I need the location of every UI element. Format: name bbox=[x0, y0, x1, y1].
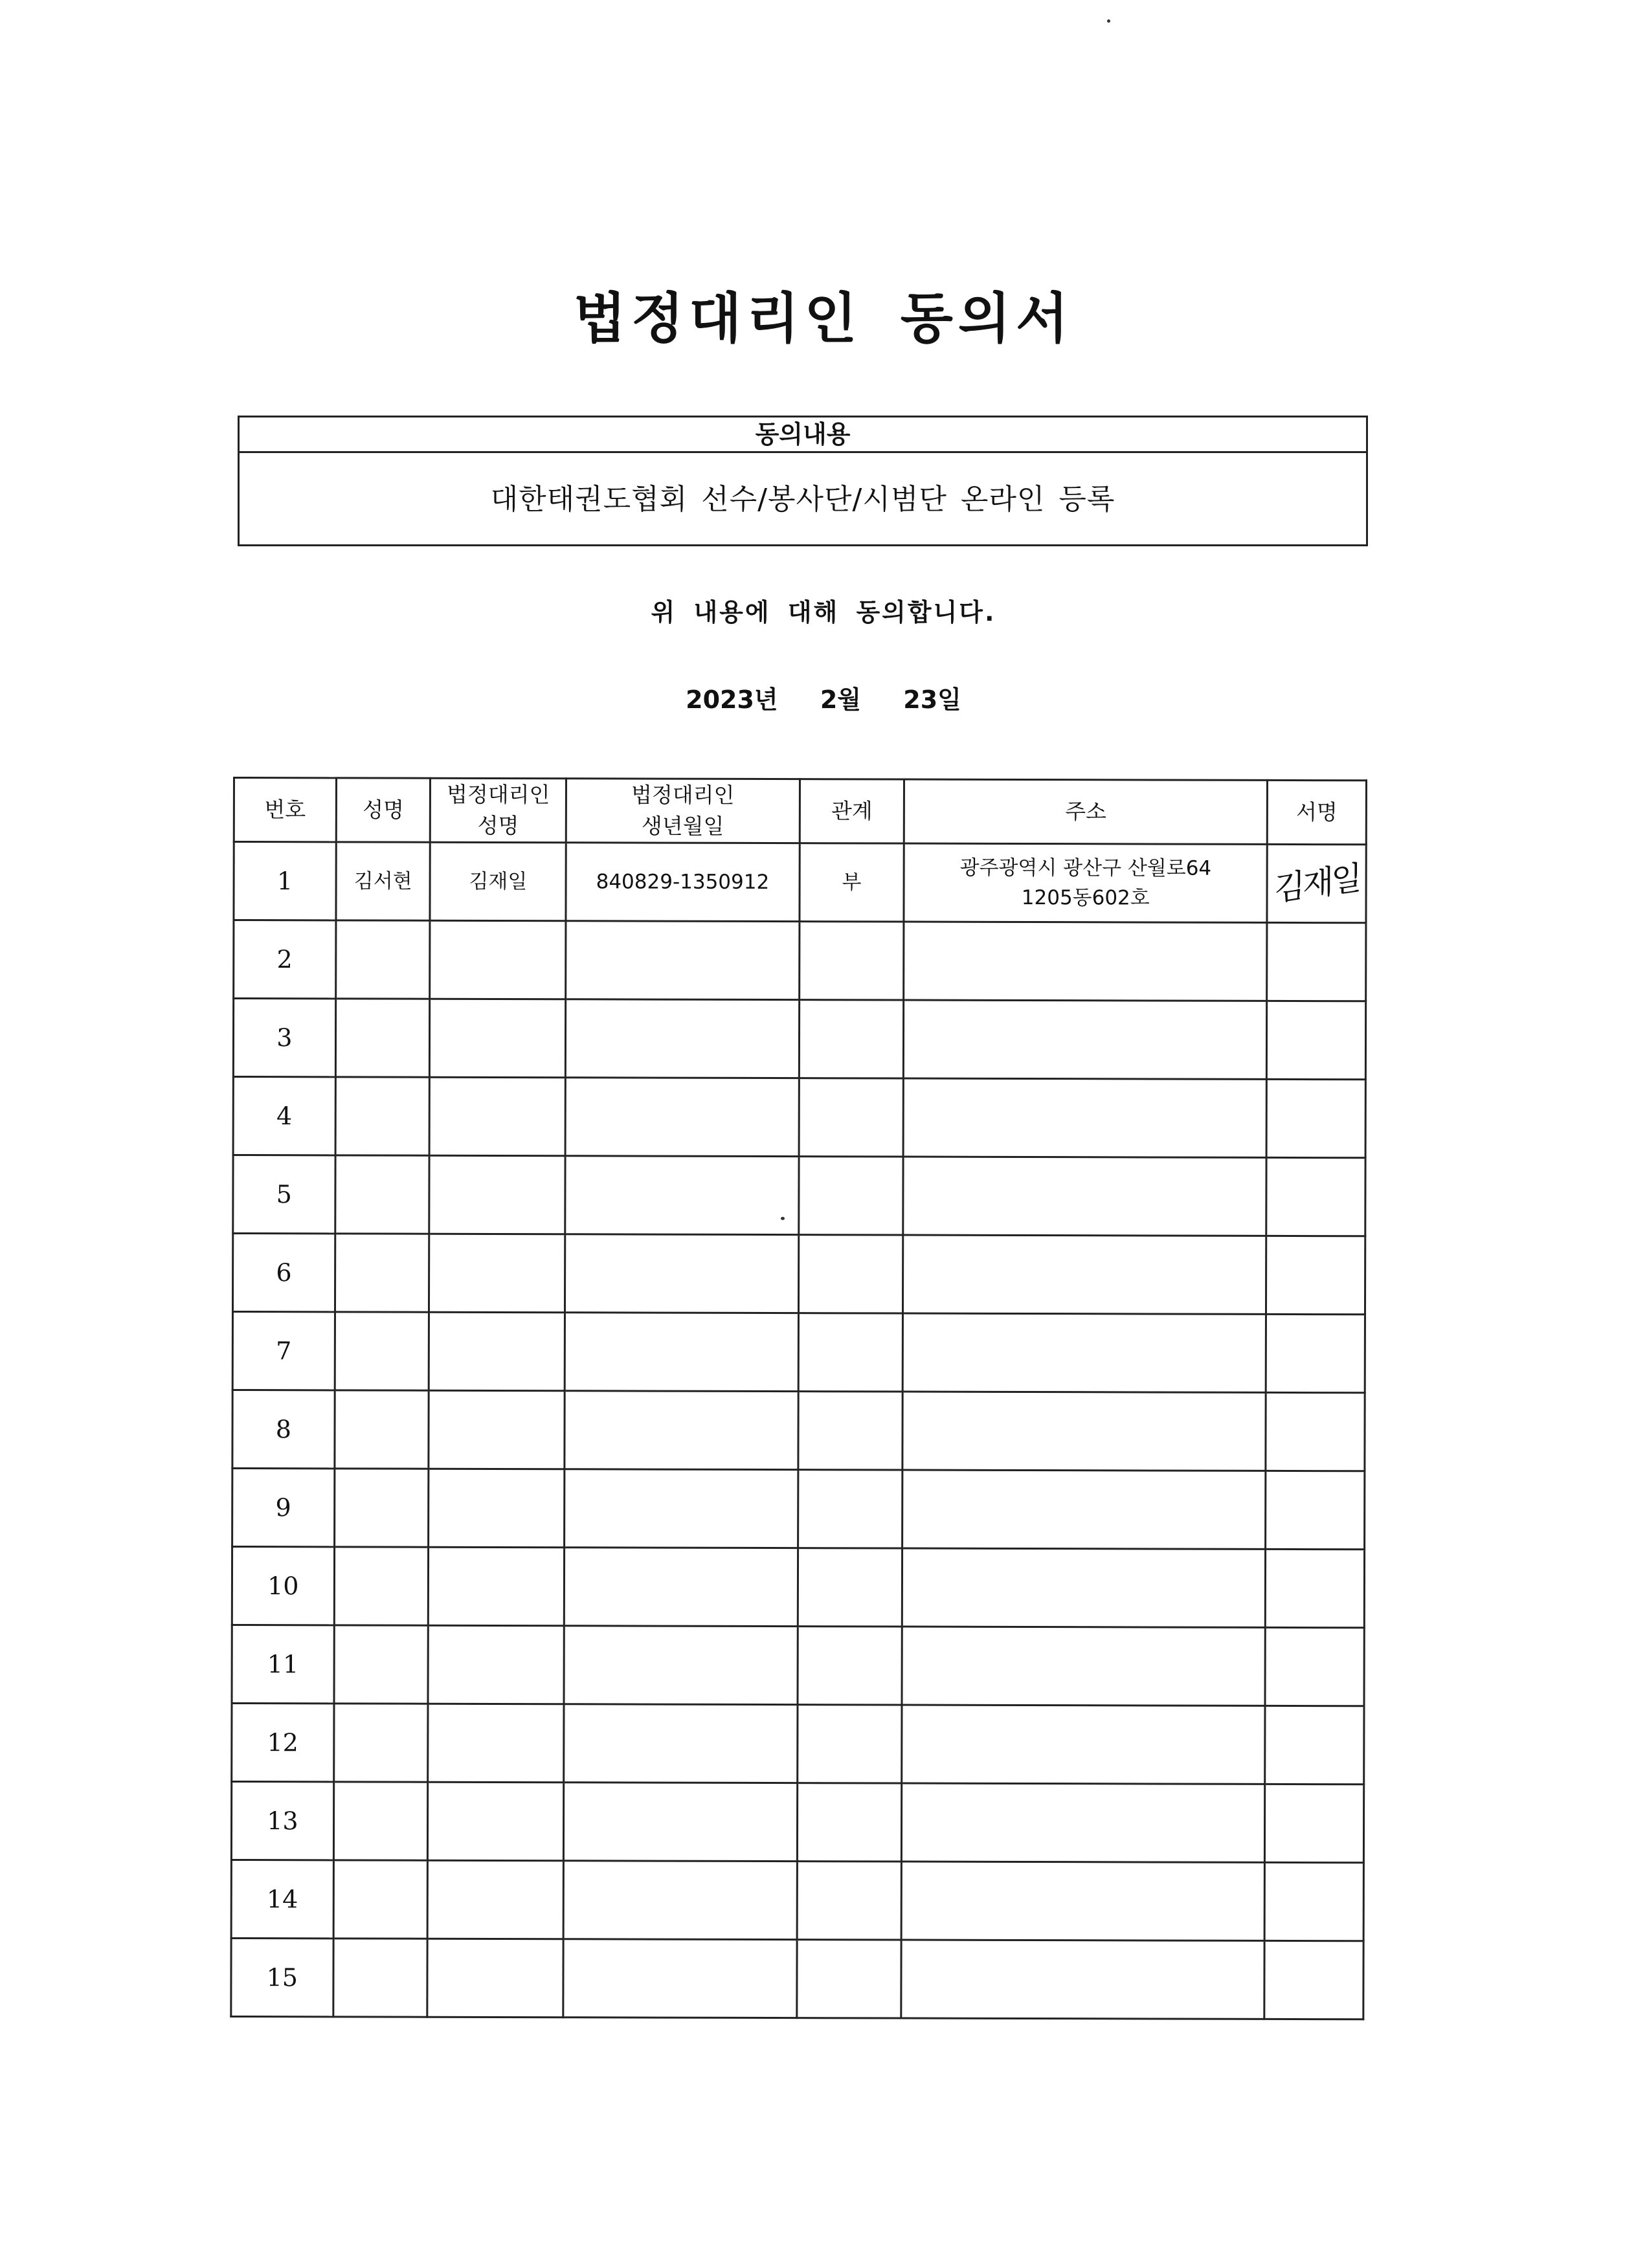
table-body bbox=[231, 842, 1366, 2019]
table-row bbox=[234, 920, 1366, 1001]
table-row bbox=[232, 1390, 1365, 1471]
row-signature bbox=[1267, 922, 1366, 1001]
row-guardian-name bbox=[427, 1939, 563, 2018]
row-guardian-name bbox=[429, 1390, 565, 1469]
row-relation bbox=[798, 1392, 902, 1470]
row-number: 1 bbox=[234, 842, 336, 920]
row-address bbox=[904, 843, 1267, 922]
row-guardian-birth bbox=[565, 1391, 798, 1470]
header-signature: 서명 bbox=[1267, 780, 1366, 844]
row-number: 6 bbox=[232, 1234, 335, 1312]
row-number: 10 bbox=[232, 1547, 334, 1625]
row-signature bbox=[1264, 1862, 1363, 1940]
row-number: 4 bbox=[233, 1077, 335, 1155]
date-year: 2023년 bbox=[686, 685, 778, 714]
row-name: 김서현 bbox=[336, 842, 431, 920]
row-address bbox=[902, 1548, 1266, 1627]
row-guardian-name bbox=[428, 1704, 564, 1783]
row-signature bbox=[1266, 1236, 1365, 1314]
row-signature bbox=[1265, 1627, 1364, 1706]
row-number: 2 bbox=[234, 920, 336, 999]
row-relation: 부 bbox=[800, 843, 904, 922]
header-guardian-name bbox=[431, 778, 566, 843]
row-signature bbox=[1265, 1549, 1364, 1627]
row-guardian-name: 김재일 bbox=[430, 842, 566, 921]
row-signature bbox=[1267, 1001, 1366, 1079]
row-number: 7 bbox=[232, 1312, 335, 1390]
row-relation bbox=[799, 922, 904, 1000]
row-name bbox=[335, 920, 430, 999]
row-guardian-birth bbox=[564, 1704, 798, 1783]
table-row bbox=[232, 1625, 1364, 1706]
header-guardian-birth bbox=[566, 779, 800, 843]
consent-date bbox=[0, 680, 1647, 715]
row-number: 14 bbox=[231, 1860, 333, 1938]
row-signature bbox=[1264, 1940, 1363, 2019]
row-name bbox=[335, 1390, 429, 1469]
row-address bbox=[903, 1078, 1266, 1157]
row-relation bbox=[797, 1783, 902, 1862]
row-relation bbox=[798, 1627, 902, 1705]
row-signature bbox=[1266, 1471, 1365, 1549]
row-relation bbox=[798, 1157, 903, 1235]
row-guardian-birth bbox=[565, 1234, 799, 1313]
consent-box bbox=[238, 416, 1368, 546]
table-row bbox=[233, 999, 1365, 1080]
row-guardian-birth bbox=[566, 921, 800, 1000]
table-row bbox=[231, 1860, 1363, 1940]
date-month: 2월 bbox=[820, 685, 862, 714]
row-address bbox=[902, 1392, 1266, 1471]
header-guardian-name-line1: 법정대리인 bbox=[446, 781, 550, 808]
table-row bbox=[232, 1234, 1365, 1315]
row-guardian-name bbox=[429, 1312, 565, 1391]
row-guardian-name bbox=[428, 1625, 564, 1704]
row-relation bbox=[799, 1078, 904, 1157]
row-signature bbox=[1267, 844, 1366, 922]
row-number: 5 bbox=[233, 1155, 335, 1234]
row-guardian-name bbox=[429, 1469, 565, 1548]
row-address bbox=[901, 1940, 1264, 2019]
row-address-line1: 광주광역시 광산구 산월로64 bbox=[959, 856, 1212, 880]
scan-speck bbox=[1107, 19, 1110, 23]
table-row bbox=[233, 1077, 1365, 1158]
consent-content: 대한태권도협회 선수/봉사단/시범단 온라인 등록 bbox=[490, 483, 1115, 516]
row-address bbox=[904, 922, 1267, 1001]
table-row bbox=[231, 1938, 1363, 2019]
row-number: 13 bbox=[231, 1781, 333, 1860]
header-guardian-birth-line2: 생년월일 bbox=[641, 813, 724, 839]
row-name bbox=[333, 1939, 428, 2017]
row-address bbox=[902, 1627, 1265, 1706]
row-guardian-name bbox=[428, 1860, 564, 1939]
row-guardian-birth bbox=[564, 1626, 798, 1705]
row-name bbox=[333, 1860, 428, 1939]
table-row bbox=[231, 1781, 1363, 1862]
row-number: 9 bbox=[232, 1469, 335, 1547]
row-address-line2: 1205동602호 bbox=[1021, 885, 1150, 910]
row-guardian-birth bbox=[563, 1783, 797, 1862]
table-row bbox=[232, 1469, 1365, 1550]
table-header-row bbox=[234, 778, 1366, 845]
row-name bbox=[335, 1077, 430, 1155]
row-number: 11 bbox=[232, 1625, 334, 1703]
row-address bbox=[902, 1705, 1265, 1784]
row-guardian-birth bbox=[565, 1078, 799, 1157]
row-address bbox=[901, 1862, 1264, 1940]
row-guardian-birth bbox=[563, 1861, 797, 1940]
row-relation bbox=[797, 1705, 902, 1783]
row-address bbox=[904, 1000, 1267, 1079]
row-relation bbox=[799, 1000, 904, 1078]
row-relation bbox=[796, 1940, 901, 2018]
row-name bbox=[334, 1625, 429, 1704]
row-guardian-name bbox=[430, 920, 566, 999]
date-day: 23일 bbox=[903, 685, 961, 714]
table-row bbox=[232, 1312, 1365, 1393]
row-signature bbox=[1265, 1706, 1364, 1784]
row-number: 3 bbox=[233, 999, 335, 1077]
row-signature bbox=[1266, 1157, 1365, 1236]
row-name bbox=[335, 1155, 430, 1234]
row-name bbox=[335, 999, 430, 1077]
row-guardian-birth bbox=[565, 1313, 798, 1392]
header-address: 주소 bbox=[904, 779, 1268, 844]
row-guardian-birth bbox=[565, 1156, 799, 1235]
header-name: 성명 bbox=[336, 778, 431, 842]
row-guardian-name bbox=[428, 1782, 564, 1861]
row-relation bbox=[798, 1548, 902, 1627]
row-guardian-name bbox=[430, 999, 566, 1078]
row-guardian-birth bbox=[564, 1548, 798, 1627]
row-guardian-name bbox=[429, 1234, 565, 1313]
row-name bbox=[333, 1704, 428, 1782]
row-relation bbox=[798, 1313, 903, 1392]
row-name bbox=[334, 1469, 429, 1547]
row-address bbox=[903, 1157, 1266, 1236]
row-address bbox=[903, 1235, 1266, 1314]
row-name bbox=[335, 1312, 429, 1390]
row-guardian-name bbox=[429, 1155, 565, 1234]
header-guardian-birth-line1: 법정대리인 bbox=[631, 782, 735, 808]
table-row bbox=[234, 842, 1366, 923]
row-guardian-birth bbox=[565, 999, 799, 1078]
row-name bbox=[333, 1782, 428, 1860]
row-signature bbox=[1266, 1079, 1365, 1157]
row-relation bbox=[797, 1862, 902, 1940]
header-relation: 관계 bbox=[800, 779, 904, 843]
consent-header: 동의내용 bbox=[240, 417, 1366, 453]
row-name bbox=[334, 1547, 429, 1625]
row-relation bbox=[798, 1235, 903, 1313]
row-guardian-birth: 840829-1350912 bbox=[566, 843, 800, 922]
table-row bbox=[232, 1547, 1364, 1628]
row-number: 12 bbox=[232, 1703, 334, 1781]
row-name bbox=[335, 1234, 429, 1312]
row-number: 15 bbox=[231, 1938, 333, 2016]
header-guardian-name-line2: 성명 bbox=[477, 812, 519, 839]
scan-speck bbox=[781, 1217, 785, 1220]
row-address bbox=[902, 1783, 1265, 1862]
document-title: 법정대리인 동의서 bbox=[573, 287, 1074, 350]
row-signature bbox=[1266, 1314, 1365, 1392]
row-guardian-name bbox=[429, 1547, 565, 1626]
handwritten-signature: 김재일 bbox=[1273, 858, 1360, 908]
row-guardian-birth bbox=[563, 1939, 797, 2018]
row-signature bbox=[1265, 1784, 1364, 1862]
header-number: 번호 bbox=[234, 778, 336, 842]
registration-table bbox=[230, 777, 1367, 2020]
row-relation bbox=[798, 1470, 902, 1548]
row-signature bbox=[1266, 1392, 1365, 1471]
row-guardian-birth bbox=[565, 1469, 798, 1548]
table-row bbox=[233, 1155, 1365, 1236]
agreement-statement: 위 내용에 대해 동의합니다. bbox=[651, 598, 996, 627]
row-address bbox=[902, 1470, 1266, 1549]
row-address bbox=[902, 1313, 1266, 1392]
row-number: 8 bbox=[232, 1390, 335, 1469]
row-guardian-name bbox=[430, 1077, 566, 1156]
table-row bbox=[232, 1703, 1364, 1784]
